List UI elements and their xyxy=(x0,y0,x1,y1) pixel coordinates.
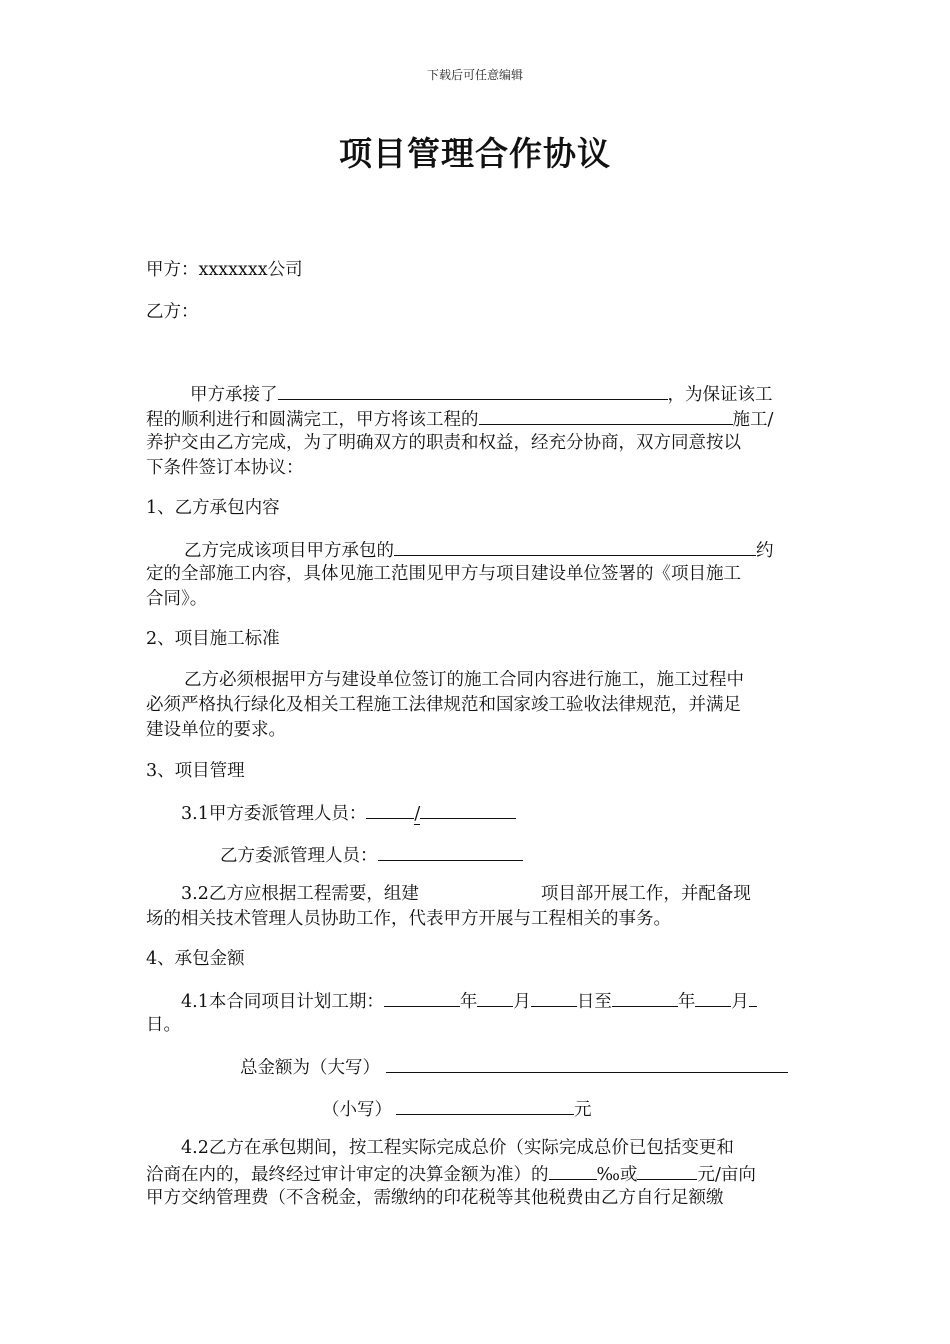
party-b-manager-blank xyxy=(378,842,523,861)
total-upper-label: 总金额为（大写） xyxy=(240,1058,380,1078)
total-upper-line xyxy=(240,1054,788,1080)
s4-1-line-2: 日。 xyxy=(146,1015,181,1035)
intro-line-3: 养护交由乙方完成，为了明确双方的职责和权益，经充分协商，双方同意按以 xyxy=(146,433,741,453)
section-4-heading: 4、承包金额 xyxy=(146,949,245,969)
total-upper-blank xyxy=(386,1054,788,1073)
s3-1-line xyxy=(181,800,516,826)
start-day-blank xyxy=(531,988,577,1007)
s4-text: 4.1本合同项目计划工期： xyxy=(181,992,384,1012)
party-a-manager-blank xyxy=(366,800,414,819)
s4-2-line-3: 甲方交纳管理费（不含税金，需缴纳的印花税等其他税费由乙方自行足额缴 xyxy=(146,1188,724,1208)
s4-text: ‰或 xyxy=(596,1165,638,1185)
s4-1-line-1 xyxy=(181,988,757,1014)
s4-2-line-2 xyxy=(146,1161,756,1187)
total-lower-line xyxy=(322,1096,592,1122)
month-label: 月 xyxy=(513,992,531,1012)
contract-scope-blank xyxy=(394,537,756,556)
s1-line-3: 合同》。 xyxy=(146,589,208,609)
party-a-manager-blank-2 xyxy=(420,800,516,819)
project-name-blank xyxy=(278,381,668,400)
s3-text: 3.1甲方委派管理人员： xyxy=(181,804,367,824)
end-month-blank xyxy=(695,988,731,1007)
s1-line-1 xyxy=(184,537,774,563)
section-3-heading: 3、项目管理 xyxy=(146,761,245,781)
day-to-label: 日至 xyxy=(576,992,612,1012)
s3-text: 项目部开展工作，并配备现 xyxy=(540,884,751,904)
section-1-heading: 1、乙方承包内容 xyxy=(146,498,280,518)
yuan-label: 元 xyxy=(574,1100,592,1120)
s3-2-line-2: 场的相关技术管理人员协助工作，代表甲方开展与工程相关的事务。 xyxy=(146,909,671,929)
month-label: 月 xyxy=(731,992,749,1012)
s4-text: 元/亩向 xyxy=(697,1165,756,1185)
intro-text: 施工/ xyxy=(732,410,774,430)
s1-text: 乙方完成该项目甲方承包的 xyxy=(184,541,394,561)
s2-line-1: 乙方必须根据甲方与建设单位签订的施工合同内容进行施工，施工过程中 xyxy=(184,670,744,690)
s2-line-3: 建设单位的要求。 xyxy=(146,720,286,740)
s3-text: 3.2乙方应根据工程需要，组建 xyxy=(181,884,419,904)
start-year-blank xyxy=(384,988,460,1007)
section-2-heading: 2、项目施工标准 xyxy=(146,629,280,649)
total-lower-label: （小写） xyxy=(322,1100,392,1120)
work-scope-blank xyxy=(479,406,733,425)
s4-2-line-1: 4.2乙方在承包期间，按工程实际完成总价（实际完成总价已包括变更和 xyxy=(181,1138,734,1158)
intro-line-4: 下条件签订本协议： xyxy=(146,458,304,478)
s3-text: 乙方委派管理人员： xyxy=(220,846,378,866)
s2-line-2: 必须严格执行绿化及相关工程施工法律规范和国家竣工验收法律规范，并满足 xyxy=(146,695,741,715)
fee-per-mu-blank xyxy=(637,1161,697,1180)
end-year-blank xyxy=(612,988,678,1007)
s1-line-2: 定的全部施工内容，具体见施工范围见甲方与项目建设单位签署的《项目施工 xyxy=(146,564,741,584)
s1-text: 约 xyxy=(756,541,774,561)
end-day-blank xyxy=(749,988,757,1007)
s3-1b-line xyxy=(220,842,523,868)
total-lower-blank xyxy=(396,1096,574,1115)
party-a-line: 甲方：xxxxxxx公司 xyxy=(146,260,303,280)
intro-text: 甲方承接了 xyxy=(190,385,278,405)
start-month-blank xyxy=(477,988,513,1007)
intro-line-1 xyxy=(190,381,773,407)
fee-rate-blank xyxy=(549,1161,597,1180)
slash-mark: / xyxy=(414,804,421,824)
intro-text: 程的顺利进行和圆满完工，甲方将该工程的 xyxy=(146,410,479,430)
year-label: 年 xyxy=(677,992,696,1012)
intro-line-2 xyxy=(146,406,773,432)
document-title: 项目管理合作协议 xyxy=(339,134,611,173)
s4-text: 洽商在内的，最终经过审计审定的决算金额为准）的 xyxy=(146,1165,549,1185)
header-note: 下载后可任意编辑 xyxy=(426,68,523,82)
s3-2-line-1 xyxy=(181,882,751,906)
year-label: 年 xyxy=(459,992,478,1012)
party-b-line: 乙方： xyxy=(146,302,199,322)
intro-text: ，为保证该工 xyxy=(667,385,773,405)
